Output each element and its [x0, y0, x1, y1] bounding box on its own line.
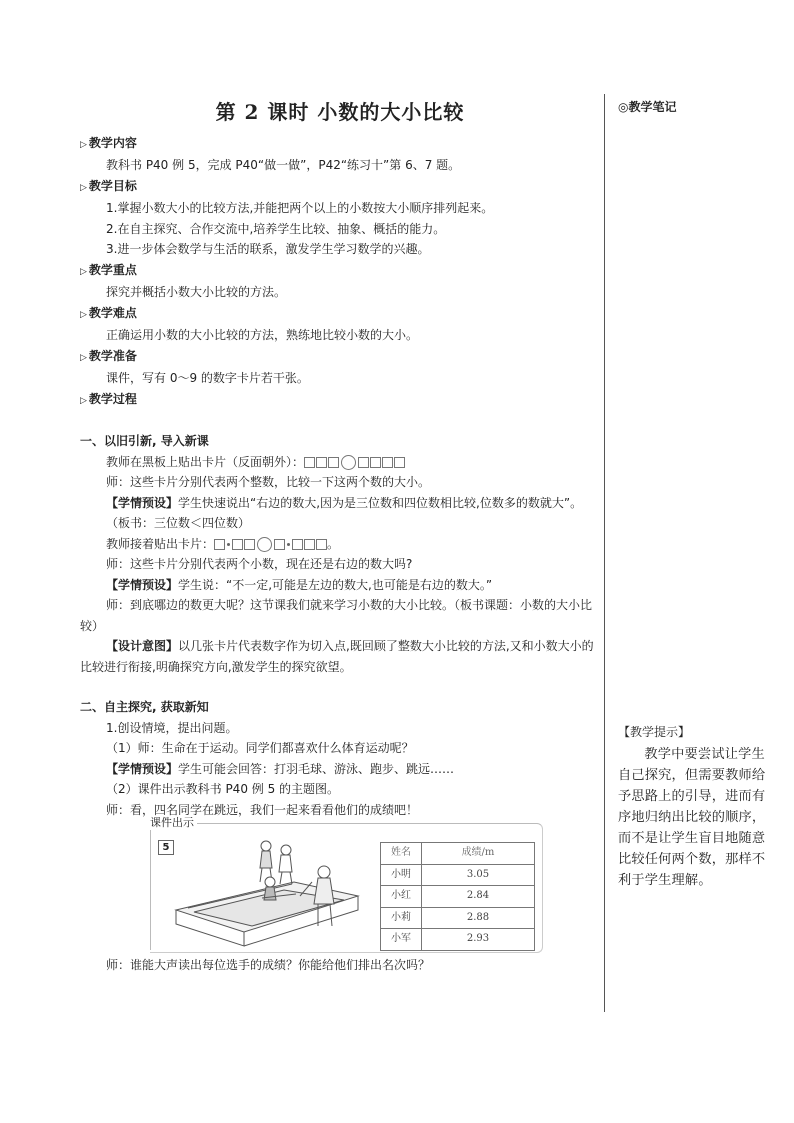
part1-line: 教师在黑板上贴出卡片（反面朝外）： — [80, 452, 600, 473]
goal-item: 2.在自主探究、合作交流中,培养学生比较、抽象、概括的能力。 — [106, 221, 446, 236]
key-text: 探究并概括小数大小比较的方法。 — [106, 285, 287, 299]
student-score: 2.93 — [422, 929, 535, 951]
student-name: 小明 — [381, 864, 422, 886]
part2-line: （2）课件出示教科书 P40 例 5 的主题图。 — [106, 782, 340, 796]
part2-line: 师：谁能大声读出每位选手的成绩？你能给他们排出名次吗？ — [106, 958, 431, 972]
triangle-marker-icon: ▷ — [80, 395, 87, 406]
margin-divider — [604, 94, 605, 1012]
student-score: 2.88 — [422, 907, 535, 929]
long-jump-illustration — [174, 832, 360, 948]
part1-line: 【学情预设】学生说：“不一定,可能是左边的数大,也可能是右边的数大。” — [106, 577, 493, 592]
part2-line: 师：看，四名同学在跳远，我们一起来看看他们的成绩吧！ — [106, 802, 419, 817]
table-row — [381, 907, 535, 929]
part2-heading: 二、自主探究, 获取新知 — [80, 700, 209, 714]
triangle-marker-icon: ▷ — [80, 182, 87, 193]
prep-text: 课件，写有 0～9 的数字卡片若干张。 — [106, 371, 309, 385]
part1-line: 师：到底哪边的数更大呢？这节课我们就来学习小数的大小比较。（板书课题：小数的大小比较） — [80, 598, 593, 633]
table-row — [381, 929, 535, 951]
section-heading-key: ▷ 教学重点 — [80, 262, 137, 277]
tip-body: 教学中要尝试让学生自己探究，但需要教师给予思路上的引导，进而有序地归纳出比较的顺序，而不是让学生盲目地随意比较任何两个数，那样不利于学生理解。 — [618, 746, 766, 888]
section-heading-prep: ▷ 教学准备 — [80, 348, 137, 363]
triangle-marker-icon: ▷ — [80, 139, 87, 150]
part1-line: 师：这些卡片分别代表两个整数，比较一下这两个数的大小。 — [106, 475, 431, 489]
difficulty-text: 正确运用小数的大小比较的方法，熟练地比较小数的大小。 — [106, 328, 419, 342]
student-name: 小军 — [381, 929, 422, 951]
figure-label: 课件出示 — [149, 816, 197, 830]
section-heading-difficulty: ▷ 教学难点 — [80, 305, 137, 320]
part2-line: （1）师：生命在于运动。同学们都喜欢什么体育运动呢？ — [106, 741, 414, 755]
column-header: 姓名 — [381, 843, 422, 865]
example-number: 5 — [158, 840, 174, 855]
part2-line: 【学情预设】学生可能会回答：打羽毛球、游泳、跑步、跳远…… — [106, 761, 455, 776]
section-heading-goals: ▷ 教学目标 — [80, 178, 137, 193]
table-row — [381, 864, 535, 886]
integer-cards — [304, 455, 405, 470]
student-name: 小红 — [381, 886, 422, 908]
goal-item: 1.掌握小数大小的比较方法,并能把两个以上的小数按大小顺序排列起来。 — [106, 201, 494, 215]
content-text: 教科书 P40 例 5，完成 P40“做一做”，P42“练习十”第 6、7 题。 — [106, 158, 461, 172]
part1-heading: 一、以旧引新, 导入新课 — [80, 434, 209, 448]
tip-title: 【教学提示】 — [618, 725, 691, 739]
triangle-marker-icon: ▷ — [80, 309, 87, 320]
decimal-cards — [214, 537, 327, 552]
teaching-tip — [618, 722, 768, 891]
section-heading-process: ▷ 教学过程 — [80, 391, 137, 406]
courseware-figure — [150, 816, 543, 953]
student-score: 2.84 — [422, 886, 535, 908]
notes-heading: ◎教学笔记 — [618, 100, 677, 114]
part1-line: 【设计意图】以几张卡片代表数字作为切入点,既回顾了整数大小比较的方法,又和小数大小的比较进行衔接,明确探究方向,激发学生的探究欲望。 — [80, 639, 594, 674]
student-name: 小莉 — [381, 907, 422, 929]
table-header-row — [381, 843, 535, 865]
triangle-marker-icon: ▷ — [80, 266, 87, 277]
part1-line: 教师接着贴出卡片： 。 — [106, 536, 340, 551]
page-title: 第 2 课时 小数的大小比较 — [215, 100, 465, 124]
triangle-marker-icon: ▷ — [80, 352, 87, 363]
table-row — [381, 886, 535, 908]
part1-line: （板书：三位数＜四位数） — [106, 516, 251, 530]
student-score: 3.05 — [422, 864, 535, 886]
part1-line: 【学情预设】学生快速说出“右边的数大,因为是三位数和四位数相比较,位数多的数就大”。 — [106, 495, 583, 510]
goal-item: 3.进一步体会数学与生活的联系，激发学生学习数学的兴趣。 — [106, 242, 430, 256]
section-heading-content: ▷ 教学内容 — [80, 135, 137, 150]
part2-line: 1.创设情境，提出问题。 — [106, 720, 238, 735]
lesson-main — [80, 94, 600, 976]
column-header: 成绩/m — [422, 843, 535, 865]
score-table — [380, 842, 535, 951]
part1-line: 师：这些卡片分别代表两个小数，现在还是右边的数大吗? — [106, 557, 413, 571]
